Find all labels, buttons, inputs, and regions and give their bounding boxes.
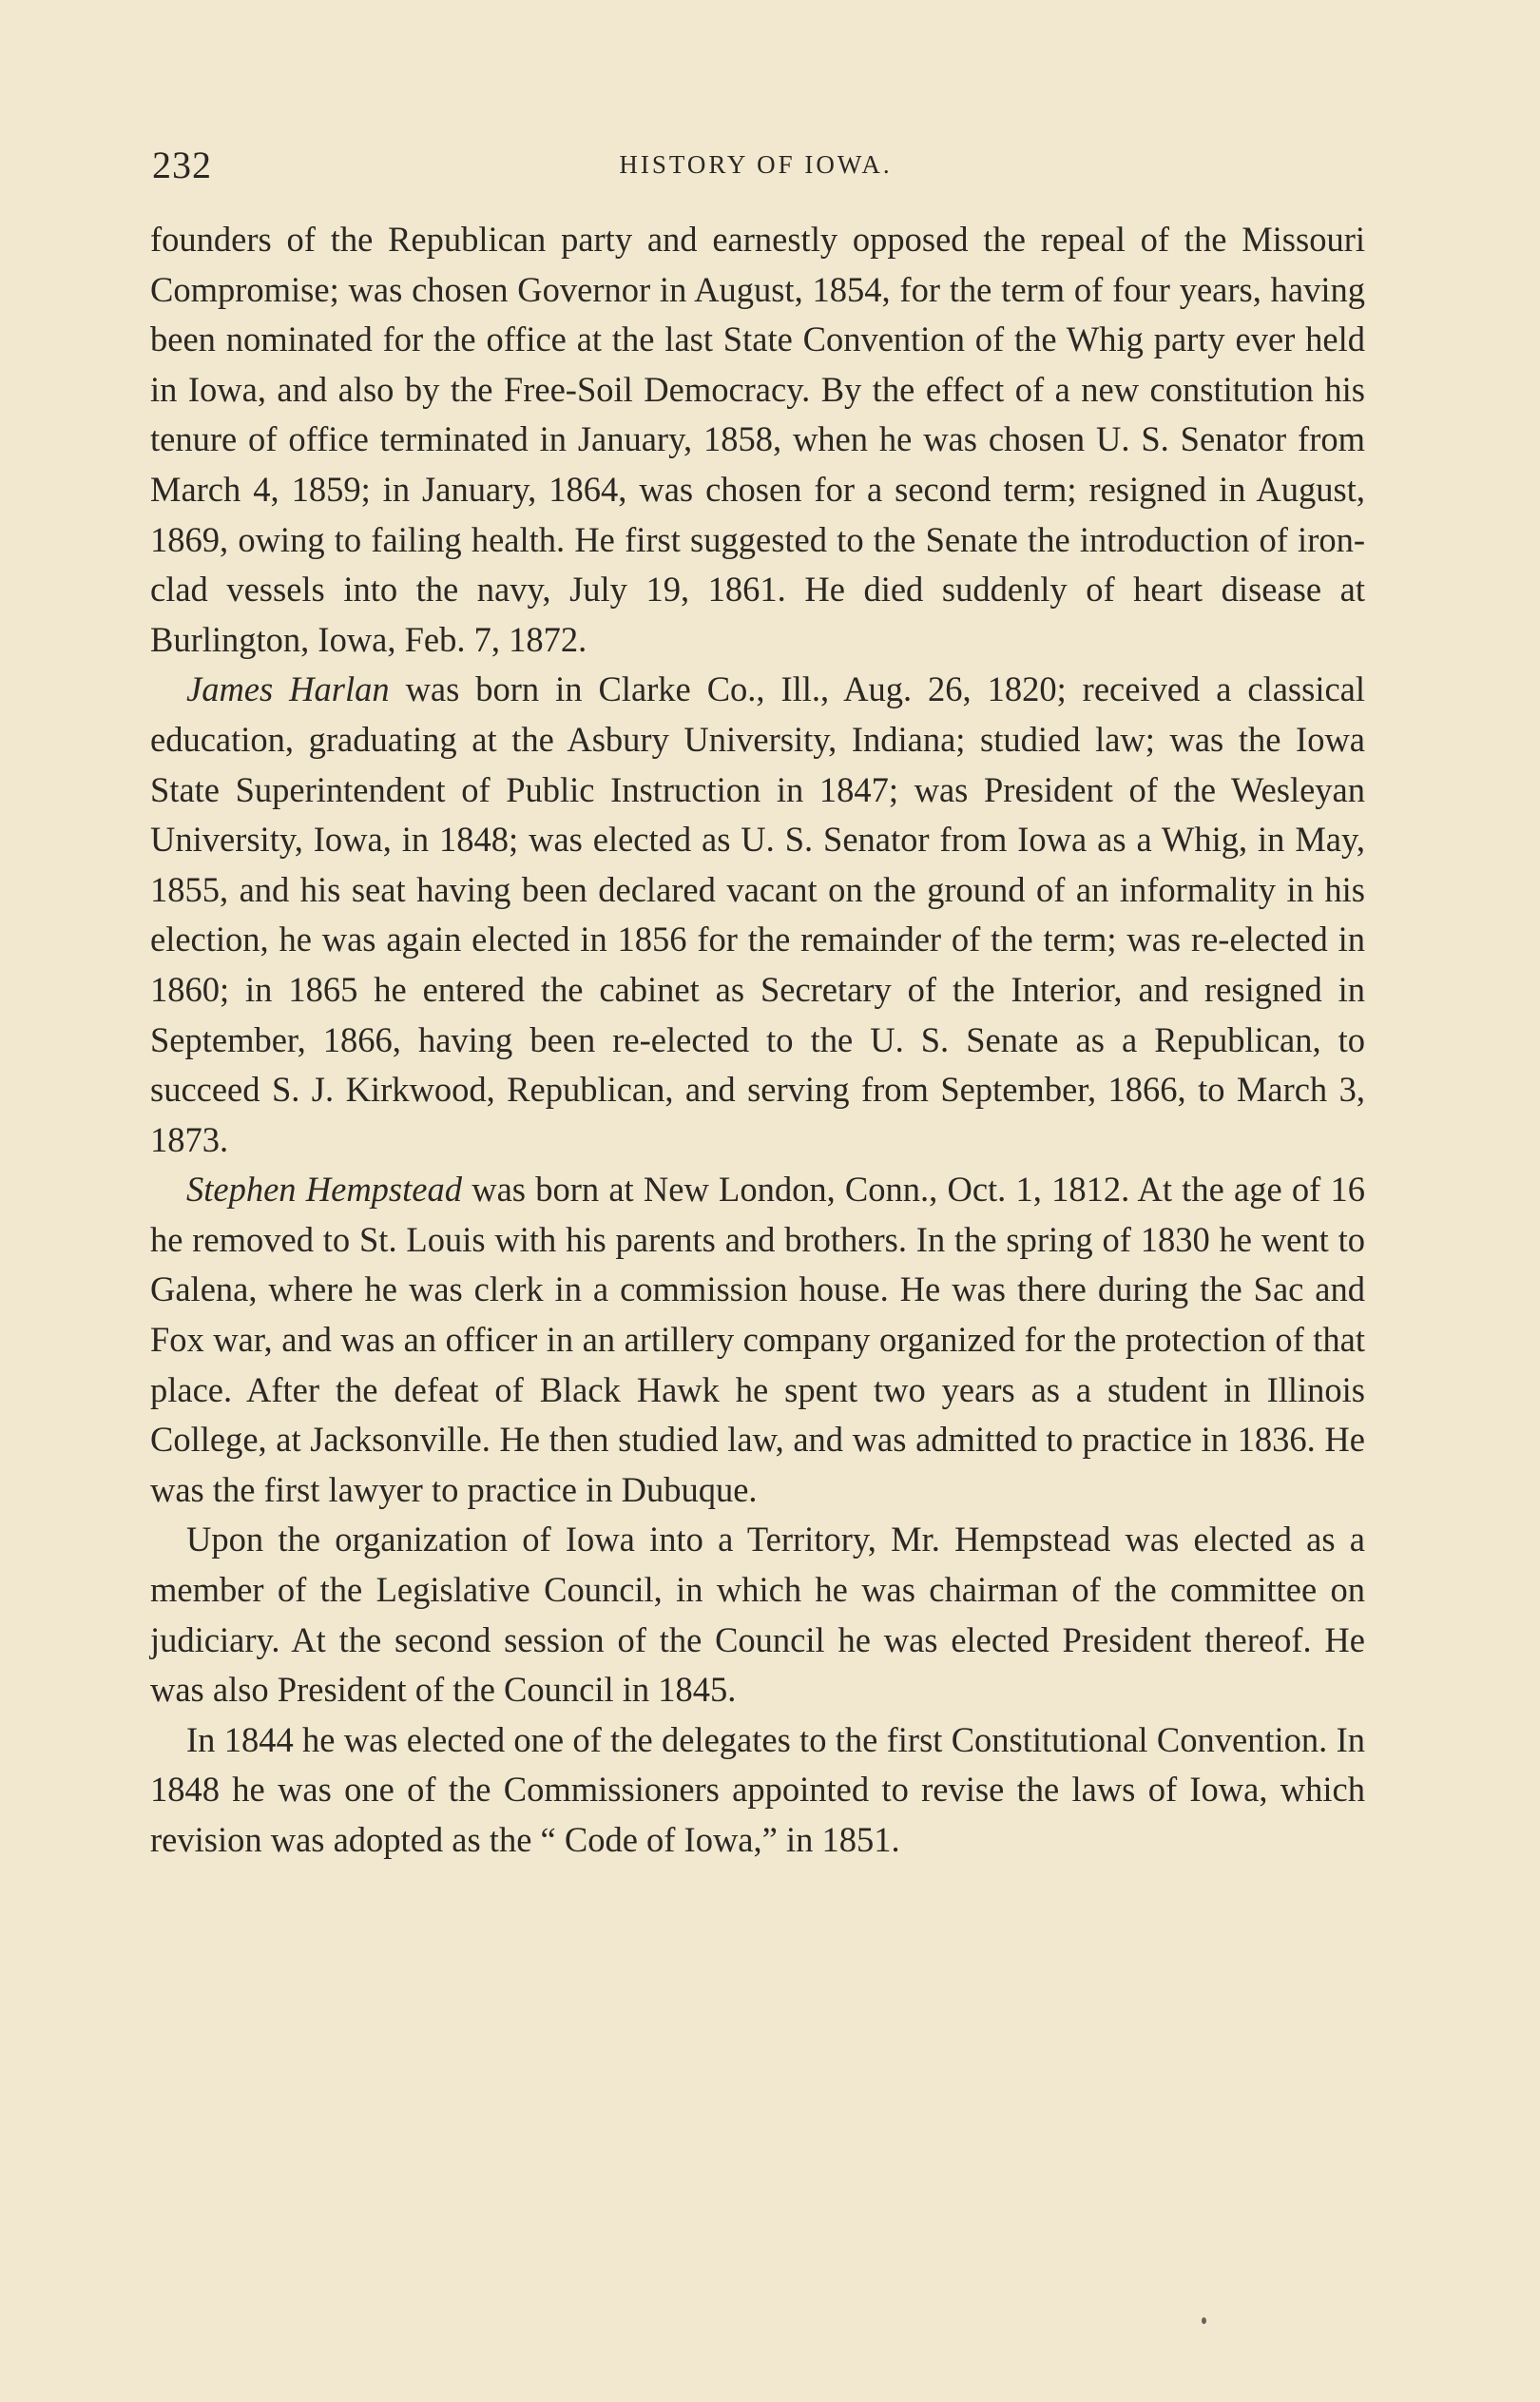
paragraph-continued-biography [150,215,1365,665]
running-head: HISTORY OF IOWA. [619,150,893,179]
biography-name: Stephen Hempstead [186,1170,462,1210]
paragraph-territory-council [150,1515,1365,1714]
paragraph-james-harlan [150,665,1365,1165]
biography-name: James Harlan [186,669,390,709]
paragraph-text: founders of the Republican party and earnestly opposed the repeal of the Missouri Compromise; was chosen Governor in August, 1854, for the term of four years, having been nominated for the office at the last State Convention of the Whig party ever held in Iowa, and also by the Free-Soil Democracy. By the effect of a new constitution his tenure of office terminated in January, 1858, when he was chosen U. S. Senator from March 4, 1859; in January, 1864, was chosen for a second term; resigned in August, 1869, owing to failing health. He first suggested to the Senate the introduction of iron-clad vessels into the navy, July 19, 1861. He died suddenly of heart disease at Burlington, Iowa, Feb. 7, 1872. [150,220,1365,659]
body-text [150,215,1365,1866]
paragraph-stephen-hempstead [150,1165,1365,1515]
paper-speck [1202,2317,1206,2324]
page-number: 232 [152,144,212,186]
paragraph-constitutional-convention [150,1715,1365,1866]
paragraph-text: In 1844 he was elected one of the delegates to the first Constitutional Convention. In 1848 he was one of the Commissioners appointed to revise the laws of Iowa, which revision was adopted as the “ Code of Iowa,” in 1851. [150,1719,1365,1859]
paragraph-text: was born in Clarke Co., Ill., Aug. 26, 1820; received a classical education, graduating at the Asbury University, Indiana; studied law; was the Iowa State Superintendent of Public Instruction in 1847; was President of the Wesleyan University, Iowa, in 1848; was elected as U. S. Senator from Iowa as a Whig, in May, 1855, and his seat having been declared vacant on the ground of an informality in his election, he was again elected in 1856 for the remainder of the term; was re-elected in 1860; in 1865 he entered the cabinet as Secretary of the Interior, and resigned in September, 1866, having been re-elected to the U. S. Senate as a Republican, to succeed S. J. Kirkwood, Republican, and serving from September, 1866, to March 3, 1873. [150,669,1365,1159]
page-header [152,143,1359,190]
paragraph-text: Upon the organization of Iowa into a Territory, Mr. Hempstead was elected as a member of the Legislative Council, in which he was chairman of the committee on judiciary. At the second session of the Council he was elected President thereof. He was also President of the Council in 1845. [150,1520,1365,1710]
paragraph-text: was born at New London, Conn., Oct. 1, 1812. At the age of 16 he removed to St. Louis with his parents and brothers. In the spring of 1830 he went to Galena, where he was clerk in a commission house. He was there during the Sac and Fox war, and was an officer in an artillery company organized for the protection of that place. After the defeat of Black Hawk he spent two years as a student in Illinois College, at Jacksonville. He then studied law, and was admitted to practice in 1836. He was the first lawyer to practice in Dubuque. [150,1170,1365,1509]
